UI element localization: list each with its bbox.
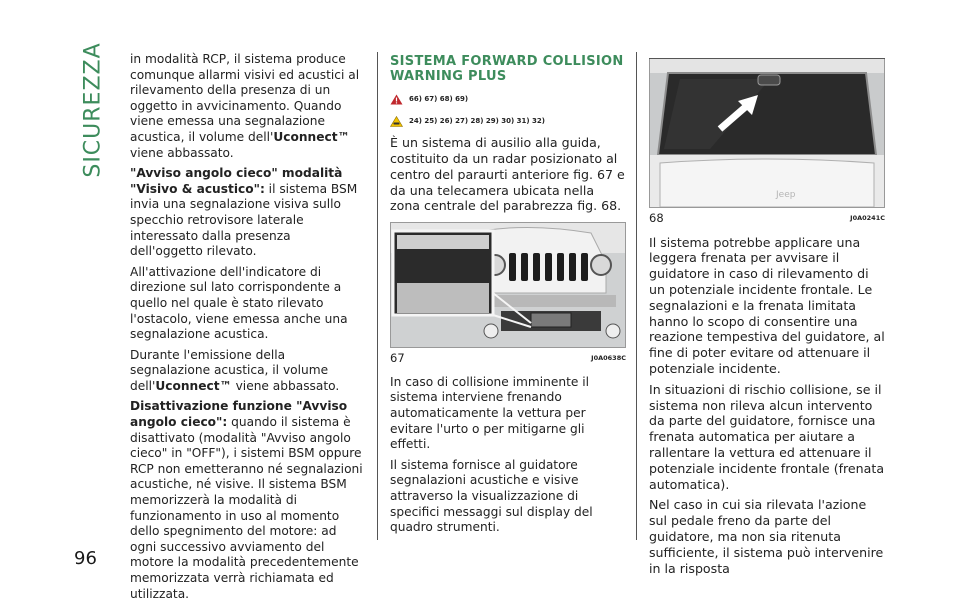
figure-code: J0A0241C xyxy=(850,214,885,222)
page-number: 96 xyxy=(74,548,97,569)
figure-caption xyxy=(649,211,885,227)
column-2 xyxy=(390,52,626,541)
warning-triangle-icon xyxy=(390,94,403,105)
figure-code: J0A0638C xyxy=(591,354,626,363)
paragraph: È un sistema di ausilio alla guida, costituito da un radar posizionato al centro del paraurti anteriore fig. 67 e da una telecamera ubicata nella zona centrale del parabrezza fig. 68. xyxy=(390,135,625,214)
paragraph: Disattivazione funzione "Avviso angolo cieco": quando il sistema è disattivato (modalità "Avviso angolo cieco" in "OFF"), i sistemi BSM oppure RCP non emetteranno né segnalazioni acustiche, né visive. Il sistema BSM memorizzerà la modalità di funzionamento in uso al momento dello spegnimento del motore: ad ogni successivo avviamento del motore la modalità precedentemente memorizzata verrà richiamata ed utilizzata. xyxy=(130,399,363,601)
figure-number: 68 xyxy=(649,211,664,225)
paragraph: in modalità RCP, il sistema produce comunque allarmi visivi ed acustici al rilevamento della presenza di un oggetto in avvicinamento. Quando viene emessa una segnalazione acustica, il volume dell'Uconnect™ viene abbassato. xyxy=(130,52,360,160)
column-1 xyxy=(130,52,366,607)
svg-text:Jeep: Jeep xyxy=(776,190,796,200)
column-divider xyxy=(636,52,637,540)
paragraph: "Avviso angolo cieco" modalità "Visivo & acustico": il sistema BSM invia una segnalazione visiva sullo specchio retrovisore laterale interessato dalla presenza dell'oggetto rilevato. xyxy=(130,166,358,259)
note-refs: 24) 25) 26) 27) 28) 29) 30) 31) 32) xyxy=(390,114,626,130)
car-warning-triangle-icon xyxy=(390,116,403,127)
paragraph: In situazioni di rischio collisione, se il sistema non rileva alcun intervento da parte del guidatore, fornisce una frenata automatica per aiutare a rallentare la vettura ed attenuare il potenziale incidente frontale (frenata automatica). xyxy=(649,381,885,492)
paragraph: Durante l'emissione della segnalazione acustica, il volume dell'Uconnect™ viene abbassato. xyxy=(130,347,340,393)
car-front-illustration xyxy=(391,223,625,347)
windshield-illustration xyxy=(650,59,884,207)
figure-number: 67 xyxy=(390,351,405,366)
column-3 xyxy=(649,52,885,581)
section-heading: SISTEMA FORWARD COLLISION WARNING PLUS xyxy=(390,54,624,84)
figure-windshield-camera xyxy=(649,59,885,208)
paragraph: Il sistema fornisce al guidatore segnalazioni acustiche e visive attraverso la visualizzazione di specifici messaggi sul display del quadro strumenti. xyxy=(390,457,593,535)
figure-front-bumper-radar xyxy=(390,222,626,348)
figure-caption xyxy=(390,351,626,367)
paragraph: All'attivazione dell'indicatore di direzione sul lato corrispondente a quello nel quale è stato rilevato l'ostacolo, viene emessa anche una segnalazione acustica. xyxy=(130,264,348,342)
paragraph: Il sistema potrebbe applicare una leggera frenata per avvisare il guidatore in caso di rilevamento di un potenziale incidente frontale. Le segnalazioni e la frenata limitata hanno lo scopo di consentire una reazione tempestiva del guidatore, al fine di poter evitare od attenuare il potenziale incidente. xyxy=(649,234,885,376)
section-title xyxy=(80,42,106,178)
column-divider xyxy=(377,52,378,540)
paragraph: Nel caso in cui sia rilevata l'azione sul pedale freno da parte del guidatore, ma non sia ritenuta sufficiente, il sistema può intervenire in la risposta xyxy=(649,497,884,576)
section-title-text: SICUREZZA xyxy=(80,42,106,178)
paragraph: In caso di collisione imminente il sistema interviene frenando automaticamente la vettura per evitare l'urto o per mitigarne gli effetti. xyxy=(390,374,590,452)
warning-refs: 66) 67) 68) 69) xyxy=(390,92,626,108)
